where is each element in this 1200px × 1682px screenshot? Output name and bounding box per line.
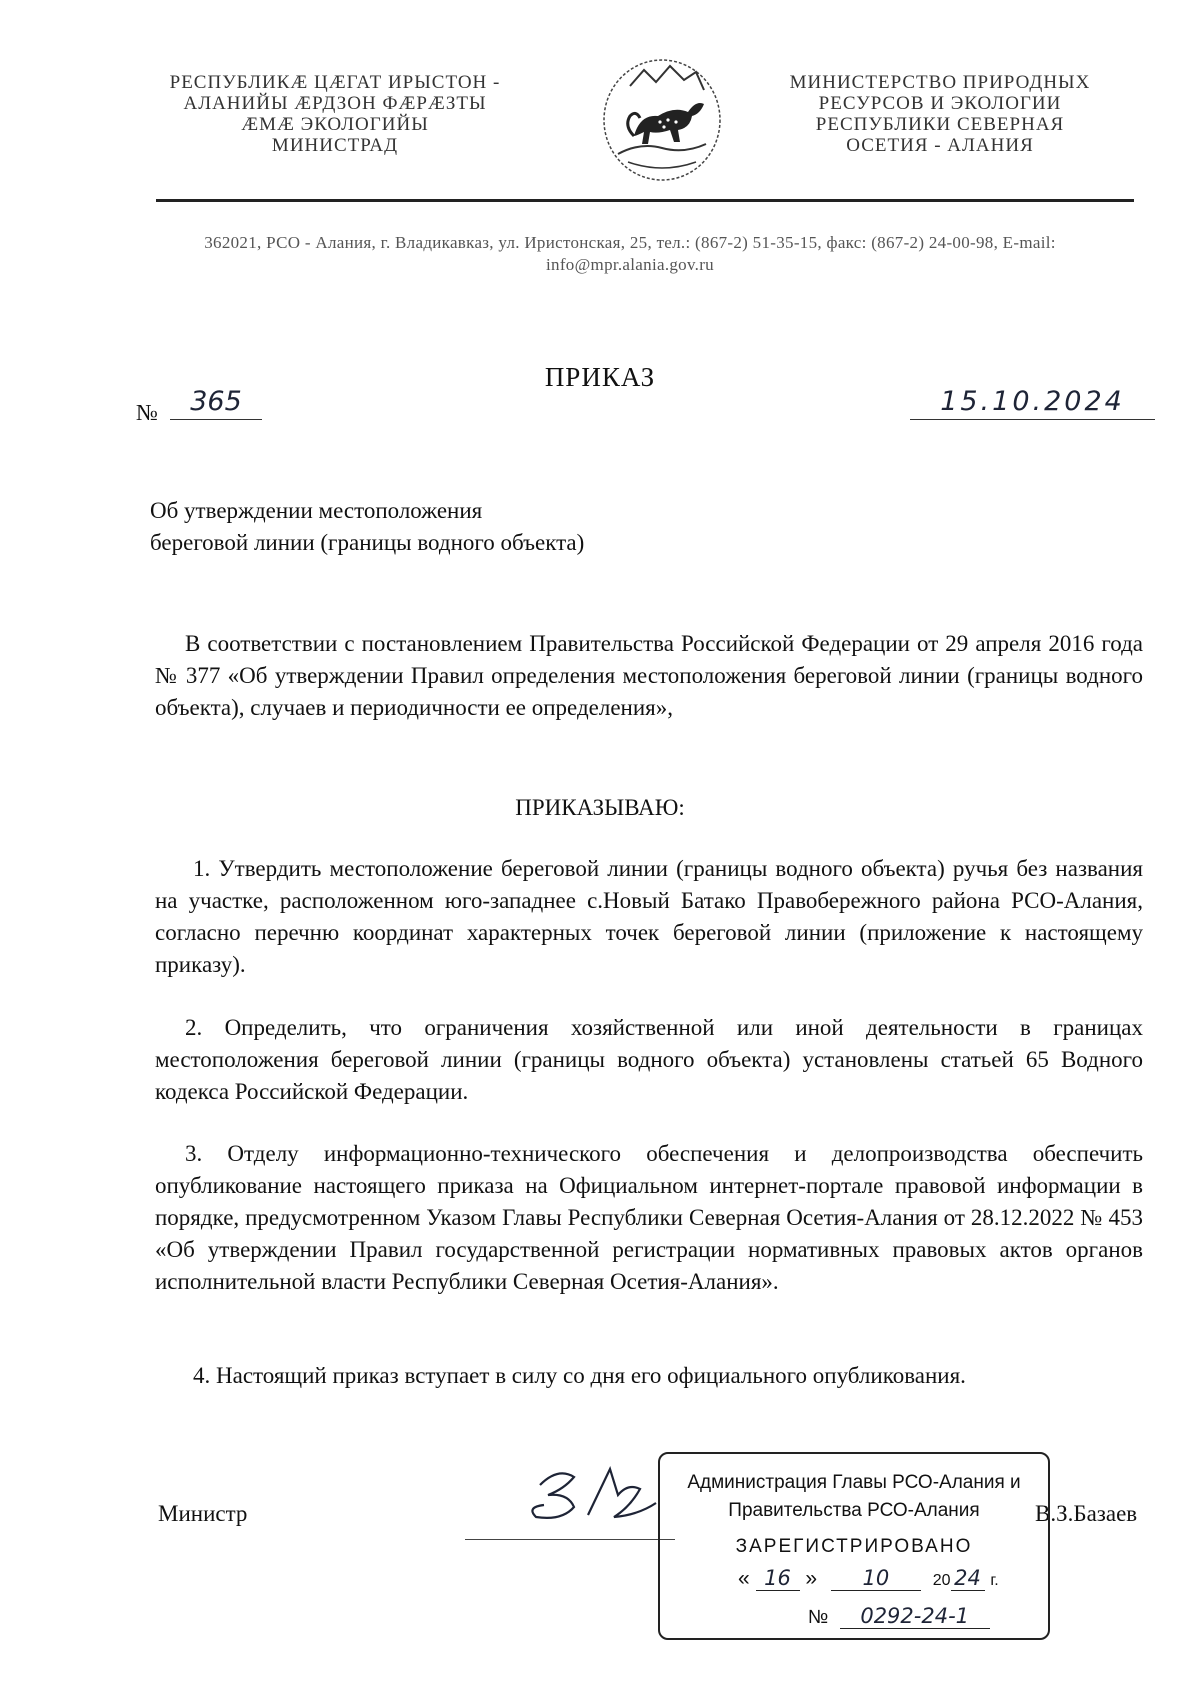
stamp-number-row	[808, 1604, 990, 1629]
header-right-block	[745, 72, 1135, 156]
header-left-line-1: РЕСПУБЛИКÆ ЦÆГАТ ИРЫСТОН -	[169, 72, 501, 93]
snow-leopard-emblem-icon	[600, 56, 724, 184]
order-item-2: 2. Определить, что ограничения хозяйственной или иной деятельности в границах местоположения береговой линии (границы водного объекта) установлены статьей 65 Водного кодекса Российской Федерации.	[155, 1015, 1143, 1104]
order-date: 15.10.2024	[910, 386, 1155, 420]
stamp-year-prefix: 20	[932, 1572, 951, 1589]
header-divider	[156, 199, 1134, 202]
handwritten-signature	[518, 1455, 668, 1535]
stamp-day: 16	[756, 1566, 800, 1591]
signature-line	[465, 1539, 675, 1540]
subject-line-2: береговой линии (границы водного объекта)	[150, 530, 585, 555]
signatory-position: Министр	[158, 1501, 248, 1526]
stamp-quote-close: »	[805, 1567, 818, 1590]
order-number-label: №	[136, 400, 158, 425]
header-left-line-3: ÆМÆ ЭКОЛОГИЙЫ	[241, 114, 429, 135]
address-line	[125, 232, 1135, 276]
order-item-4: 4. Настоящий приказ вступает в силу со дня его официального опубликования.	[193, 1363, 966, 1388]
stamp-registered-label: ЗАРЕГИСТРИРОВАНО	[735, 1536, 973, 1557]
header-right-line-1: МИНИСТЕРСТВО ПРИРОДНЫХ	[789, 72, 1091, 93]
document-title: ПРИКАЗ	[544, 362, 656, 392]
registration-stamp	[658, 1452, 1050, 1640]
email-link[interactable]: info@mpr.alania.gov.ru	[546, 255, 714, 274]
order-item-3: 3. Отделу информационно-технического обеспечения и делопроизводства обеспечить опубликование настоящего приказа на Официальном интернет-портале правовой информации в порядке, предусмотренном Указом Главы Республики Северная Осетия-Алания от 28.12.2022 № 453 «Об утверждении Правил государственной регистрации нормативных правовых актов органов исполнительной власти Республики Северная Осетия-Алания».	[155, 1141, 1143, 1294]
header-right-line-3: РЕСПУБЛИКИ СЕВЕРНАЯ	[815, 114, 1065, 135]
header-right-line-2: РЕСУРСОВ И ЭКОЛОГИИ	[818, 93, 1062, 114]
address-text: 362021, РСО - Алания, г. Владикавказ, ул. Иристонская, 25, тел.: (867-2) 51-35-15, факс: (867-2) 24-00-98, E-mail:	[204, 233, 1056, 252]
header-right-line-4: ОСЕТИЯ - АЛАНИЯ	[846, 135, 1034, 156]
subject-line-1: Об утверждении местоположения	[150, 498, 483, 523]
signatory-name: В.З.Базаев	[1035, 1501, 1138, 1526]
header-left-line-2: АЛАНИЙЫ ÆРДЗОН ФÆРÆЗТЫ	[183, 93, 487, 114]
stamp-number: 0292-24-1	[840, 1604, 990, 1629]
order-item-1: 1. Утвердить местоположение береговой линии (границы водного объекта) ручья без названия на участке, расположенном юго-западнее с.Новый Батако Правобережного района РСО-Алания, согласно перечню координат характерных точек береговой линии (приложение к настоящему приказу).	[155, 856, 1143, 977]
stamp-number-label: №	[808, 1607, 829, 1628]
stamp-year-suffix: 24	[951, 1566, 985, 1591]
order-word: ПРИКАЗЫВАЮ:	[515, 795, 685, 820]
header-left-line-4: МИНИСТРАД	[271, 135, 399, 156]
stamp-quote-open: «	[738, 1567, 750, 1590]
order-subject	[150, 495, 584, 559]
stamp-date	[738, 1566, 999, 1591]
stamp-year-unit: г.	[990, 1572, 999, 1589]
order-number: 365	[170, 386, 262, 420]
header-left-block	[120, 72, 550, 156]
preamble-paragraph: В соответствии с постановлением Правительства Российской Федерации от 29 апреля 2016 года № 377 «Об утверждении Правил определения местоположения береговой линии (границы водного объекта), случаев и периодичности ее определения»,	[155, 631, 1143, 720]
stamp-line-2: Правительства РСО-Алания	[728, 1500, 980, 1521]
stamp-month: 10	[831, 1566, 921, 1591]
stamp-line-1: Администрация Главы РСО-Алания и	[687, 1472, 1021, 1493]
